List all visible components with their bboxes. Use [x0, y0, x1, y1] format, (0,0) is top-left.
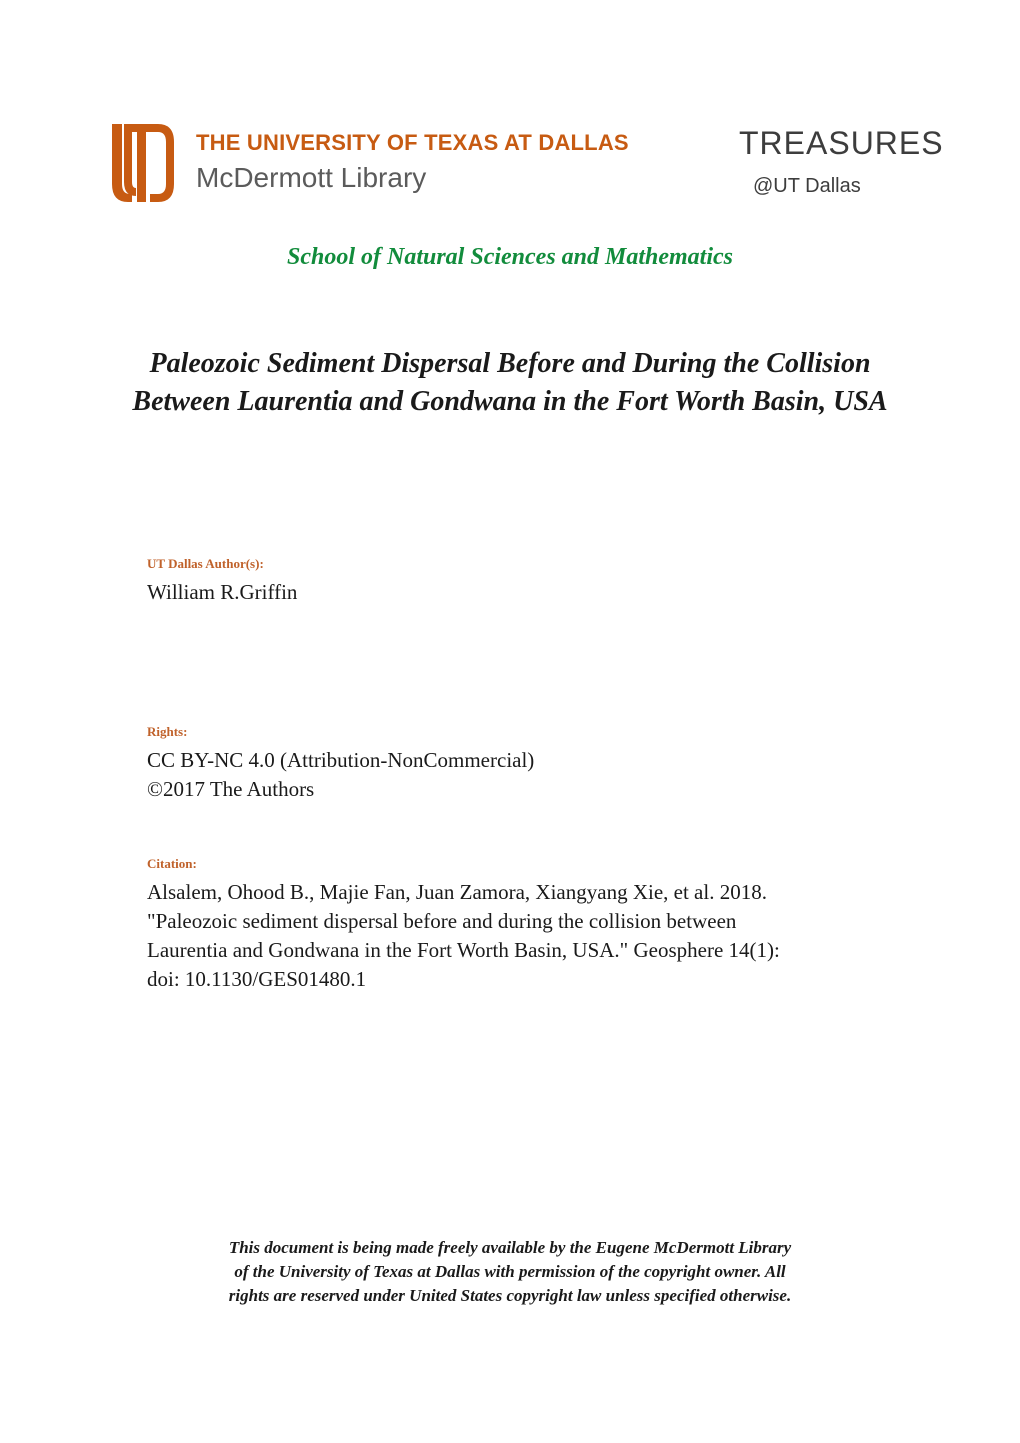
treasures-wordmark: TREASURES	[739, 125, 944, 161]
utd-mcdermott-logo	[110, 122, 629, 204]
library-name-line: McDermott Library	[196, 162, 427, 193]
rights-line: ©2017 The Authors	[147, 777, 315, 801]
citation-line: "Paleozoic sediment dispersal before and during the collision between	[147, 909, 737, 933]
notice-line: rights are reserved under United States copyright law unless specified otherwise.	[228, 1286, 792, 1305]
citation-line: doi: 10.1130/GES01480.1	[147, 967, 367, 991]
citation-line: Laurentia and Gondwana in the Fort Worth Basin, USA." Geosphere 14(1):	[147, 938, 780, 962]
school-name: School of Natural Sciences and Mathematics	[286, 244, 734, 270]
citation-line: Alsalem, Ohood B., Majie Fan, Juan Zamora, Xiangyang Xie, et al. 2018.	[147, 880, 767, 904]
authors-label: UT Dallas Author(s):	[147, 556, 264, 571]
notice-line: This document is being made freely available by the Eugene McDermott Library	[228, 1238, 792, 1257]
rights-line: CC BY-NC 4.0 (Attribution-NonCommercial)	[147, 748, 535, 772]
availability-notice	[140, 1236, 880, 1308]
rights-value	[147, 746, 907, 804]
notice-line: of the University of Texas at Dallas with permission of the copyright owner. All	[234, 1262, 786, 1281]
treasures-logo	[735, 125, 944, 205]
authors-value: William R.Griffin	[147, 580, 298, 604]
treasures-subtitle: @UT Dallas	[753, 175, 861, 197]
document-title	[60, 345, 960, 421]
utd-name-line: THE UNIVERSITY OF TEXAS AT DALLAS	[196, 130, 629, 155]
title-line: Between Laurentia and Gondwana in the Fort Worth Basin, USA	[132, 386, 888, 417]
citation-value	[147, 878, 907, 994]
utd-monogram-icon	[110, 122, 176, 204]
rights-label: Rights:	[147, 724, 188, 739]
citation-label: Citation:	[147, 856, 197, 871]
title-line: Paleozoic Sediment Dispersal Before and During the Collision	[149, 348, 871, 379]
